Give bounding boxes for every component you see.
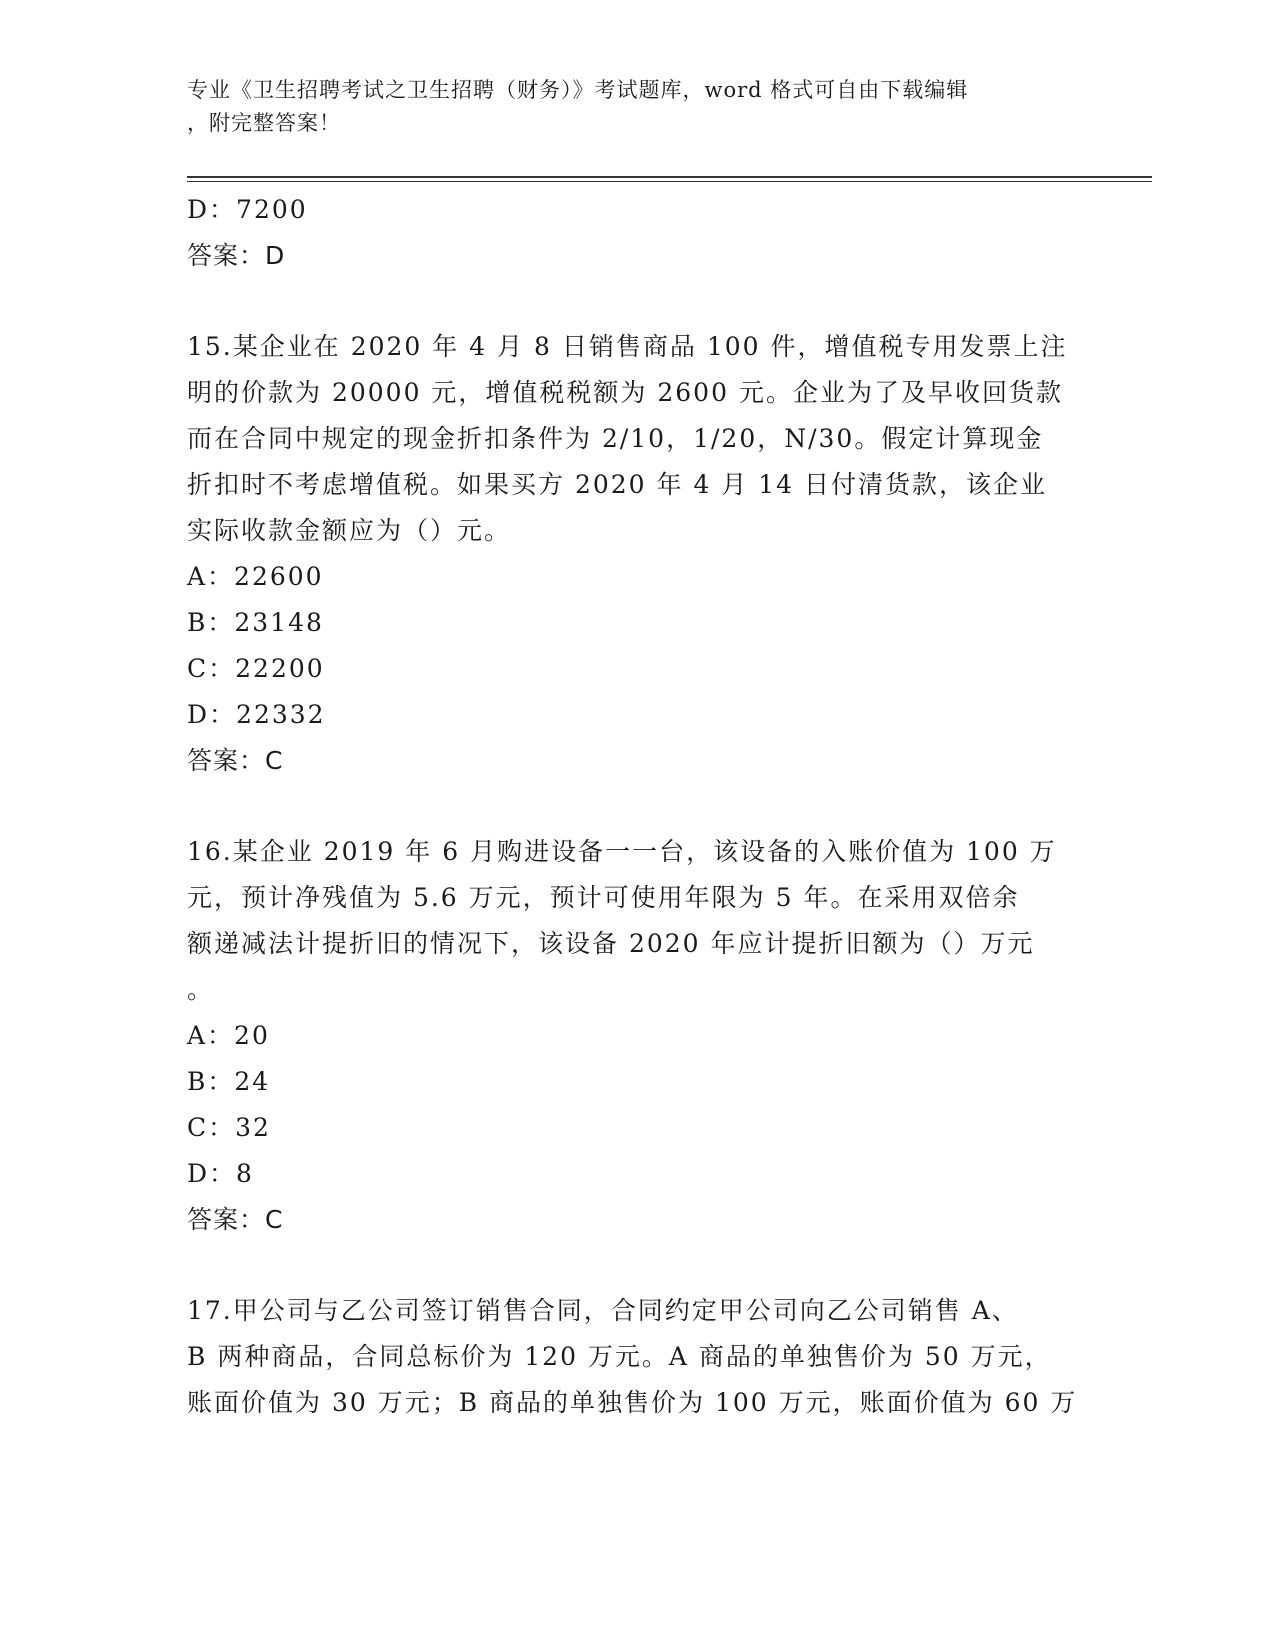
question-text-line: 16.某企业 2019 年 6 月购进设备一一台，该设备的入账价值为 100 万 <box>187 837 1057 866</box>
question-text-line: 元，预计净残值为 5.6 万元，预计可使用年限为 5 年。在采用双倍余 <box>187 883 1020 912</box>
question-text-line: 15.某企业在 2020 年 4 月 8 日销售商品 100 件，增值税专用发票上注 <box>187 332 1068 361</box>
question-text-line: 而在合同中规定的现金折扣条件为 2/10，1/20，N/30。假定计算现金 <box>187 424 1044 453</box>
spacer <box>187 1243 1087 1288</box>
question-text-line: 实际收款金额应为（）元。 <box>187 516 512 545</box>
option-c: C：22200 <box>187 654 325 683</box>
option-d: D：8 <box>187 1159 254 1188</box>
question-17 <box>187 1288 1087 1426</box>
option-b: B：23148 <box>187 608 324 637</box>
header-divider-thick <box>187 176 1152 178</box>
question-16 <box>187 829 1087 1243</box>
prev-answer: 答案：D <box>187 241 286 270</box>
question-15 <box>187 324 1087 784</box>
question-text-line: 额递减法计提折旧的情况下，该设备 2020 年应计提折旧额为（）万元 <box>187 929 1035 958</box>
option-c: C：32 <box>187 1113 271 1142</box>
page-header <box>187 74 1087 140</box>
question-text-line: B 两种商品，合同总标价为 120 万元。A 商品的单独售价为 50 万元， <box>187 1342 1052 1371</box>
spacer <box>187 784 1087 829</box>
spacer <box>187 279 1087 324</box>
question-text-line: 明的价款为 20000 元，增值税税额为 2600 元。企业为了及早收回货款 <box>187 378 1063 407</box>
question-text-line: 17.甲公司与乙公司签订销售合同，合同约定甲公司向乙公司销售 A、 <box>187 1296 1019 1325</box>
option-d: D：22332 <box>187 700 326 729</box>
answer-label: 答案：C <box>187 1205 284 1234</box>
header-divider-thin <box>187 181 1152 182</box>
question-text-line: 折扣时不考虑增值税。如果买方 2020 年 4 月 14 日付清货款，该企业 <box>187 470 1048 499</box>
document-body <box>187 187 1087 1426</box>
option-b: B：24 <box>187 1067 271 1096</box>
answer-label: 答案：C <box>187 746 284 775</box>
header-title-line-1: 专业《卫生招聘考试之卫生招聘（财务）》考试题库，word 格式可自由下载编辑 <box>187 78 969 102</box>
question-text-line: 账面价值为 30 万元；B 商品的单独售价为 100 万元，账面价值为 60 万 <box>187 1388 1078 1417</box>
question-text-line: 。 <box>187 975 215 1004</box>
option-a: A：20 <box>187 1021 270 1050</box>
prev-option-d: D：7200 <box>187 195 308 224</box>
header-title-line-2: ，附完整答案！ <box>187 111 341 135</box>
option-a: A：22600 <box>187 562 324 591</box>
